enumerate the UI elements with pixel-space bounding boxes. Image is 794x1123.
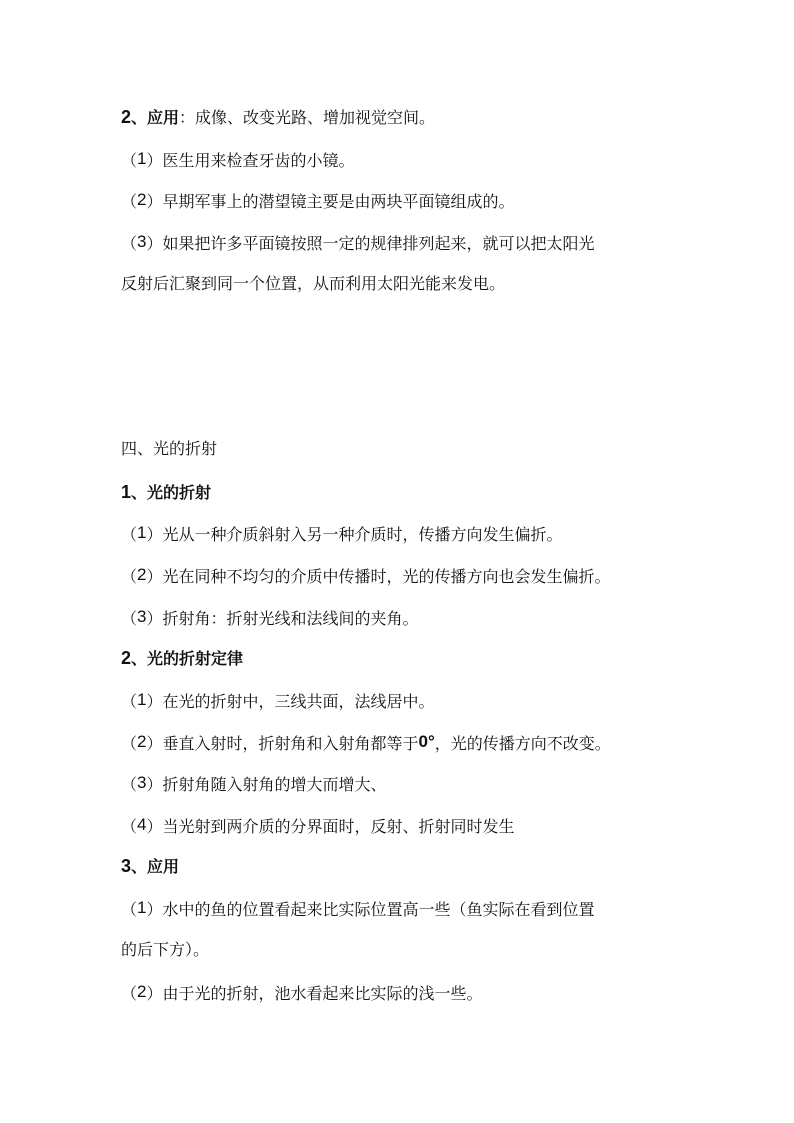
item-number: 3 <box>137 773 147 792</box>
list-item <box>121 522 563 547</box>
item-text: 折射角：折射光线和法线间的夹角。 <box>162 609 419 628</box>
item-text: 折射角随入射角的增大而增大、 <box>162 775 387 794</box>
item-text: 由于光的折射，池水看起来比实际的浅一些。 <box>162 984 483 1003</box>
close-paren: ） <box>146 777 163 794</box>
open-paren: （ <box>121 153 138 170</box>
open-paren: （ <box>121 986 138 1003</box>
heading-separator: 、 <box>131 108 148 127</box>
list-item <box>121 897 595 922</box>
item-text: 垂直入射时，折射角和入射角都等于 <box>162 734 419 753</box>
heading-number: 3 <box>121 856 132 876</box>
item-text: 在光的折射中，三线共面，法线居中。 <box>162 692 435 711</box>
open-paren: （ <box>121 194 138 211</box>
open-paren: （ <box>121 611 138 628</box>
item-text: 如果把许多平面镜按照一定的规律排列起来，就可以把太阳光 <box>162 234 595 253</box>
item-number: 1 <box>137 898 147 917</box>
item-text: 医生用来检查牙齿的小镜。 <box>162 151 355 170</box>
close-paren: ） <box>146 819 163 836</box>
close-paren: ） <box>146 569 163 586</box>
list-item <box>121 606 419 631</box>
list-item <box>121 231 595 256</box>
item-number: 1 <box>137 523 147 542</box>
subsection-heading-refraction-law <box>121 647 243 670</box>
list-item <box>121 814 515 839</box>
heading-label: 、应用 <box>131 857 180 876</box>
item-text: 水中的鱼的位置看起来比实际位置高一些（鱼实际在看到位置 <box>162 900 595 919</box>
list-item <box>121 981 483 1006</box>
open-paren: （ <box>121 902 138 919</box>
close-paren: ） <box>146 694 163 711</box>
section-title: 四、光的折射 <box>121 439 218 458</box>
item-number: 2 <box>137 565 147 584</box>
open-paren: （ <box>121 736 138 753</box>
item-number: 1 <box>137 690 147 709</box>
open-paren: （ <box>121 819 138 836</box>
item-text-continued: ，光的传播方向不改变。 <box>434 734 611 753</box>
open-paren: （ <box>121 694 138 711</box>
list-item <box>121 772 387 797</box>
close-paren: ） <box>146 194 163 211</box>
list-item <box>121 689 435 714</box>
close-paren: ） <box>146 527 163 544</box>
list-item <box>121 731 611 756</box>
heading-rest: ：成像、改变光路、增加视觉空间。 <box>179 108 436 127</box>
item-text: 早期军事上的潜望镜主要是由两块平面镜组成的。 <box>162 192 515 211</box>
item-number: 2 <box>137 190 147 209</box>
item-number: 3 <box>137 607 147 626</box>
heading-label: 、光的折射 <box>131 483 212 502</box>
heading-number: 2 <box>121 107 132 127</box>
heading-number: 2 <box>121 648 132 668</box>
close-paren: ） <box>146 736 163 753</box>
degree-value: 0° <box>418 732 435 751</box>
item-number: 3 <box>137 232 147 251</box>
list-item-continuation: 反射后汇聚到同一个位置，从而利用太阳光能来发电。 <box>121 274 506 293</box>
item-number: 2 <box>137 732 147 751</box>
heading-label: 、光的折射定律 <box>131 649 244 668</box>
open-paren: （ <box>121 777 138 794</box>
heading-number: 1 <box>121 482 132 502</box>
close-paren: ） <box>146 902 163 919</box>
item-number: 4 <box>137 815 147 834</box>
subsection-heading-application <box>121 855 179 878</box>
item-text: 光在同种不均匀的介质中传播时，光的传播方向也会发生偏折。 <box>162 567 611 586</box>
close-paren: ） <box>146 986 163 1003</box>
item-text: 光从一种介质斜射入另一种介质时，传播方向发生偏折。 <box>162 525 563 544</box>
list-item <box>121 148 355 173</box>
open-paren: （ <box>121 236 138 253</box>
list-item <box>121 564 611 589</box>
heading-label: 应用 <box>147 108 180 127</box>
item-text: 当光射到两介质的分界面时，反射、折射同时发生 <box>162 817 515 836</box>
item-number: 1 <box>137 149 147 168</box>
list-item-continuation: 的后下方）。 <box>121 940 210 959</box>
list-item <box>121 189 515 214</box>
close-paren: ） <box>146 236 163 253</box>
subsection-heading-refraction <box>121 481 211 504</box>
close-paren: ） <box>146 153 163 170</box>
open-paren: （ <box>121 569 138 586</box>
item-number: 2 <box>137 982 147 1001</box>
mirror-application-heading <box>121 106 435 129</box>
open-paren: （ <box>121 527 138 544</box>
close-paren: ） <box>146 611 163 628</box>
